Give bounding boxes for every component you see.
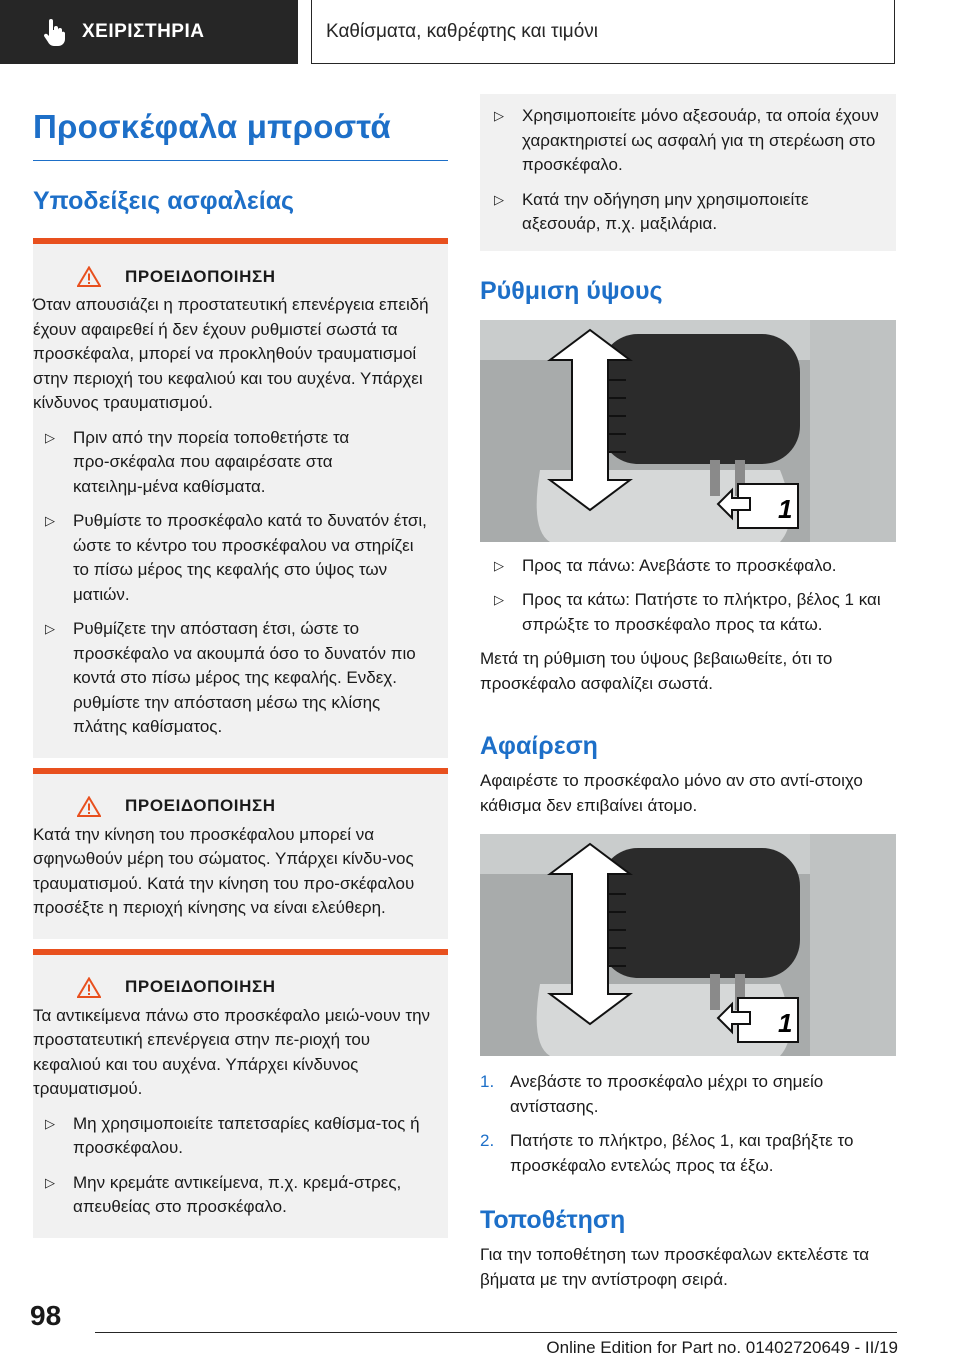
warning-continuation [480,94,896,251]
warning-text: Τα αντικείμενα πάνω στο προσκέφαλο μειώ‑νουν την προστατευτική επενέργεια στην πε‑ριοχή του κεφαλιού και του αυχένα. Υπάρχει κίνδυνος τραυματισμού. [33,1005,431,1098]
install-text: Για την τοποθέτηση των προσκέφαλων εκτελέστε τα βήματα με την αντίστροφη σειρά. [480,1245,870,1289]
right-column [480,96,896,1292]
list-item: ▷ Προς τα κάτω: Πατήστε το πλήκτρο, βέλος 1 και σπρώξτε το προσκέφαλο προς τα κάτω. [480,588,896,637]
warning-box [33,768,448,939]
headrest-remove-photo [480,834,896,1056]
list-item: ▷ Προς τα πάνω: Ανεβάστε το προσκέφαλο. [480,554,896,579]
chapter-tab[interactable] [311,0,895,64]
list-item: ▷ Πριν από την πορεία τοποθετήστε τα προ‑σκέφαλα που αφαιρέσατε στα κατειλημ‑μένα καθίσματα. [33,426,434,500]
left-column [33,96,448,1238]
bullet-triangle-icon: ▷ [45,1115,55,1131]
warning-triangle-icon [77,266,101,287]
bullet-triangle-icon: ▷ [494,592,504,607]
section-tab[interactable] [0,0,298,64]
list-item: ▷ Χρησιμοποιείτε μόνο αξεσουάρ, τα οποία έχουν χαρακτηριστεί ως ασφαλή για τη στερέωση στο προσκέφαλο. [480,104,886,178]
warning-label: ΠΡΟΕΙΔΟΠΟΙΗΣΗ [125,796,276,815]
list-item: ▷ Μη χρησιμοποιείτε ταπετσαρίες καθίσμα‑τος ή προσκέφαλου. [33,1112,434,1161]
bullet-triangle-icon: ▷ [45,513,55,528]
list-item: 2. Πατήστε το πλήκτρο, βέλος 1, και τραβήξτε το προσκέφαλο εντελώς προς τα έξω. [480,1131,854,1175]
hand-pointer-icon [40,18,68,46]
height-title: Ρύθμιση ύψους [480,276,663,305]
install-title: Τοποθέτηση [480,1206,626,1234]
remove-title: Αφαίρεση [480,732,598,760]
list-item: ▷ Ρυθμίστε το προσκέφαλο κατά το δυνατόν έτσι, ώστε το κέντρο του προσκέφαλου να στηρίζει το πίσω μέρος της κεφαλής στο ύψος των ματιών. [33,509,434,607]
section-title: ΧΕΙΡΙΣΤΗΡΙΑ [82,21,205,42]
warning-text: Κατά την κίνηση του προσκέφαλου μπορεί να σφηνωθούν μέρη του σώματος. Υπάρχει κίνδυ‑νος τραυματισμού. Κατά την κίνηση του προ‑σκέφαλου προσέξτε η περιοχή κίνησης να είναι ελεύθερη. [33,824,415,917]
safety-subtitle: Υποδείξεις ασφαλείας [33,187,295,215]
warning-triangle-icon [77,977,101,998]
warning-heading [33,796,434,817]
bullet-triangle-icon: ▷ [45,1174,55,1190]
warning-triangle-icon [77,796,101,817]
list-item: 1. Ανεβάστε το προσκέφαλο μέχρι το σημείο αντίστασης. [480,1072,824,1116]
remove-text: Αφαιρέστε το προσκέφαλο μόνο αν στο αντί‑στοιχο κάθισμα δεν επιβαίνει άτομο. [480,771,863,815]
warning-label: ΠΡΟΕΙΔΟΠΟΙΗΣΗ [125,977,276,996]
bullet-triangle-icon: ▷ [494,108,504,123]
warning-label: ΠΡΟΕΙΔΟΠΟΙΗΣΗ [125,266,276,286]
page-title: Προσκέφαλα μπροστά [33,96,448,161]
warning-box [33,238,448,758]
warning-text: Όταν απουσιάζει η προστατευτική επενέργεια επειδή έχουν αφαιρεθεί ή δεν έχουν ρυθμιστεί σωστά τα προσκέφαλα, μπορεί να προκληθούν τραυματισμοί στην περιοχή του κεφαλιού και του αυχένα. Υπάρχει κίνδυνος τραυματισμού. [33,295,429,412]
list-item: ▷ Κατά την οδήγηση μην χρησιμοποιείτε αξεσουάρ, π.χ. μαξιλάρια. [480,188,886,237]
bullet-triangle-icon: ▷ [45,429,55,445]
arrow-label: 1 [778,1008,793,1038]
bullet-triangle-icon: ▷ [45,621,55,636]
height-note: Μετά τη ρύθμιση του ύψους βεβαιωθείτε, ότι το προσκέφαλο ασφαλίζει σωστά. [480,649,833,693]
chapter-title: Καθίσματα, καθρέφτης και τιμόνι [326,20,599,42]
bullet-triangle-icon: ▷ [494,557,504,573]
warning-heading [33,977,434,998]
list-item: ▷ Μην κρεμάτε αντικείμενα, π.χ. κρεμά‑στρες, απευθείας στο προσκέφαλο. [33,1171,434,1220]
bullet-triangle-icon: ▷ [494,191,504,207]
arrow-label: 1 [778,493,793,524]
edition-info: Online Edition for Part no. 01402720649 - II/19 [546,1338,898,1357]
warning-box [33,949,448,1238]
footer-divider [95,1332,897,1333]
headrest-height-photo [480,320,896,542]
page-number: 98 [30,1300,62,1331]
list-item: ▷ Ρυθμίζετε την απόσταση έτσι, ώστε το προσκέφαλο να ακουμπά όσο το δυνατόν πιο κοντά στο πίσω μέρος της κεφαλής. Ενδεχ. ρυθμίστε την απόσταση μέσω της κλίσης πλάτης καθίσματος. [33,617,434,740]
warning-heading [33,266,434,287]
